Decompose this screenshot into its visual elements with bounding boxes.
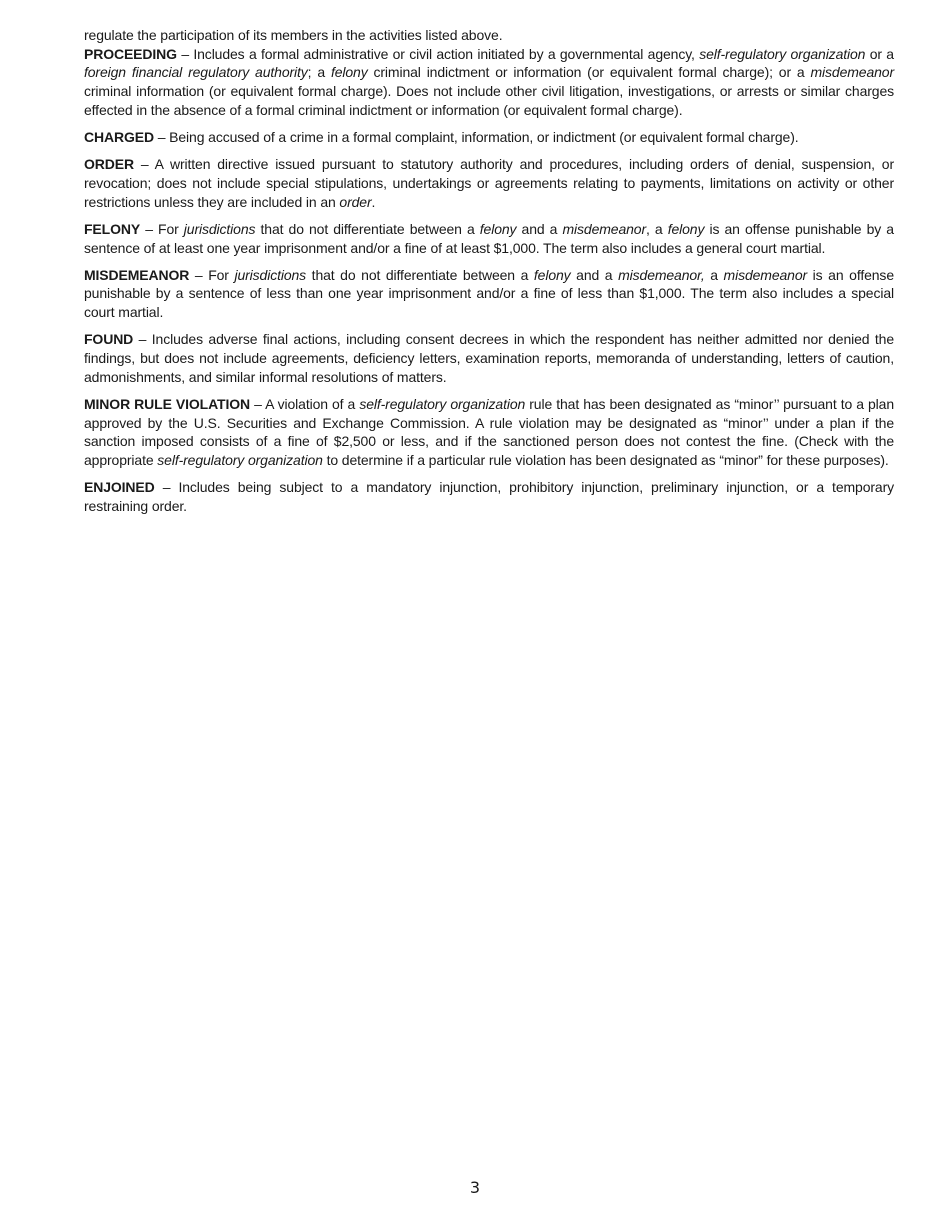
italic-term: self-regulatory organization xyxy=(699,45,866,62)
definition-text: or a xyxy=(865,45,894,62)
italic-term: jurisdictions xyxy=(183,220,256,237)
definition-found xyxy=(84,330,894,386)
definition-order xyxy=(84,155,894,211)
definition-felony xyxy=(84,220,894,257)
italic-term: felony xyxy=(330,64,368,81)
italic-term: foreign financial regulatory authority xyxy=(84,64,308,81)
italic-term: jurisdictions xyxy=(234,266,307,283)
definition-text: rule that has been designated as “minor’’ pursuant to a plan approved by the U.S. Securities and Exchange Commission. A rule violation may be designated as “minor’’ under a plan if the sanction imposed consists of a fine of $2,500 or less, and if the sanctioned person does not contest the fine. (Check with the appropriate xyxy=(84,395,894,469)
definition-text: to determine if a particular rule violation has been designated as “minor” for these purposes). xyxy=(322,452,889,469)
definition-term: ENJOINED xyxy=(84,479,155,496)
italic-term: self-regulatory organization xyxy=(157,452,323,469)
italic-term: misdemeanor xyxy=(810,64,895,81)
italic-term: misdemeanor xyxy=(562,220,646,237)
definition-text: criminal indictment or information (or equivalent formal charge); or a xyxy=(367,64,811,81)
definition-separator: – xyxy=(189,266,209,283)
definition-text: is an offense punishable by a sentence of less than one year imprisonment and/or a fine of less than $1,000. The term also includes a special court martial. xyxy=(84,266,894,321)
definition-text: Being accused of a crime in a formal complaint, information, or indictment (or equivalent formal charge). xyxy=(169,129,799,146)
definition-text: For xyxy=(208,266,235,283)
definition-enjoined xyxy=(84,478,894,515)
definition-term: FELONY xyxy=(84,220,141,237)
italic-term: felony xyxy=(533,266,571,283)
definition-text: For xyxy=(158,220,184,237)
italic-term: order xyxy=(339,193,372,210)
definition-term: CHARGED xyxy=(84,129,154,146)
document-body xyxy=(84,26,894,524)
italic-term: misdemeanor xyxy=(723,266,808,283)
definition-text: Includes being subject to a mandatory injunction, prohibitory injunction, preliminary injunction, or a temporary restraining order. xyxy=(84,479,894,514)
definition-term: MISDEMEANOR xyxy=(84,266,190,283)
definition-text: a xyxy=(704,266,724,283)
definition-separator: – xyxy=(153,129,170,146)
italic-term: self-regulatory organization xyxy=(359,395,526,412)
definition-text: A violation of a xyxy=(265,395,360,412)
definition-separator: – xyxy=(250,395,266,412)
definition-separator: – xyxy=(133,331,152,348)
definition-separator: – xyxy=(133,156,155,173)
definition-term: ORDER xyxy=(84,156,134,173)
definitions-list xyxy=(84,45,894,516)
definition-text: is an offense punishable by a sentence of at least one year imprisonment and/or a fine of at least $1,000. The term also includes a general court martial. xyxy=(84,220,894,256)
definition-text: ; a xyxy=(307,64,331,81)
definition-text: criminal information (or equivalent formal charge). Does not include other civil litigation, investigations, or arrests or similar charges effected in the absence of a formal criminal indictment or information (or equivalent formal charge). xyxy=(84,83,894,118)
definition-separator: – xyxy=(176,45,194,62)
italic-term: felony xyxy=(667,220,705,237)
definition-separator: – xyxy=(140,220,159,237)
definition-text: Includes adverse final actions, including consent decrees in which the respondent has neither admitted nor denied the findings, but does not include agreements, deficiency letters, examination reports, memoranda of understanding, letters of caution, admonishments, and similar informal resolutions of matters. xyxy=(84,331,894,385)
definition-charged xyxy=(84,128,894,147)
definition-text: Includes a formal administrative or civil action initiated by a governmental agency, xyxy=(193,45,700,62)
definition-text: and a xyxy=(570,266,619,283)
carryover-paragraph: regulate the participation of its members in the activities listed above. xyxy=(84,27,503,43)
definition-term: PROCEEDING xyxy=(84,45,177,62)
definition-proceeding xyxy=(84,45,894,120)
definition-term: FOUND xyxy=(84,331,134,348)
definition-separator: – xyxy=(154,479,179,496)
definition-minor-rule-violation xyxy=(84,395,894,470)
definition-text: A written directive issued pursuant to statutory authority and procedures, including orders of denial, suspension, or revocation; does not include special stipulations, undertakings or agreements relating to payments, limitations on activity or other restrictions unless they are included in an xyxy=(84,156,894,210)
definition-text: and a xyxy=(516,220,563,237)
italic-term: felony xyxy=(479,220,517,237)
definition-text: . xyxy=(371,193,376,210)
definition-misdemeanor xyxy=(84,266,894,322)
italic-term: misdemeanor, xyxy=(618,266,705,283)
page-number: 3 xyxy=(469,1178,481,1197)
definition-text: that do not differentiate between a xyxy=(255,220,480,237)
definition-term: MINOR RULE VIOLATION xyxy=(84,395,250,412)
definition-text: , a xyxy=(646,220,668,237)
definition-text: that do not differentiate between a xyxy=(306,266,534,283)
